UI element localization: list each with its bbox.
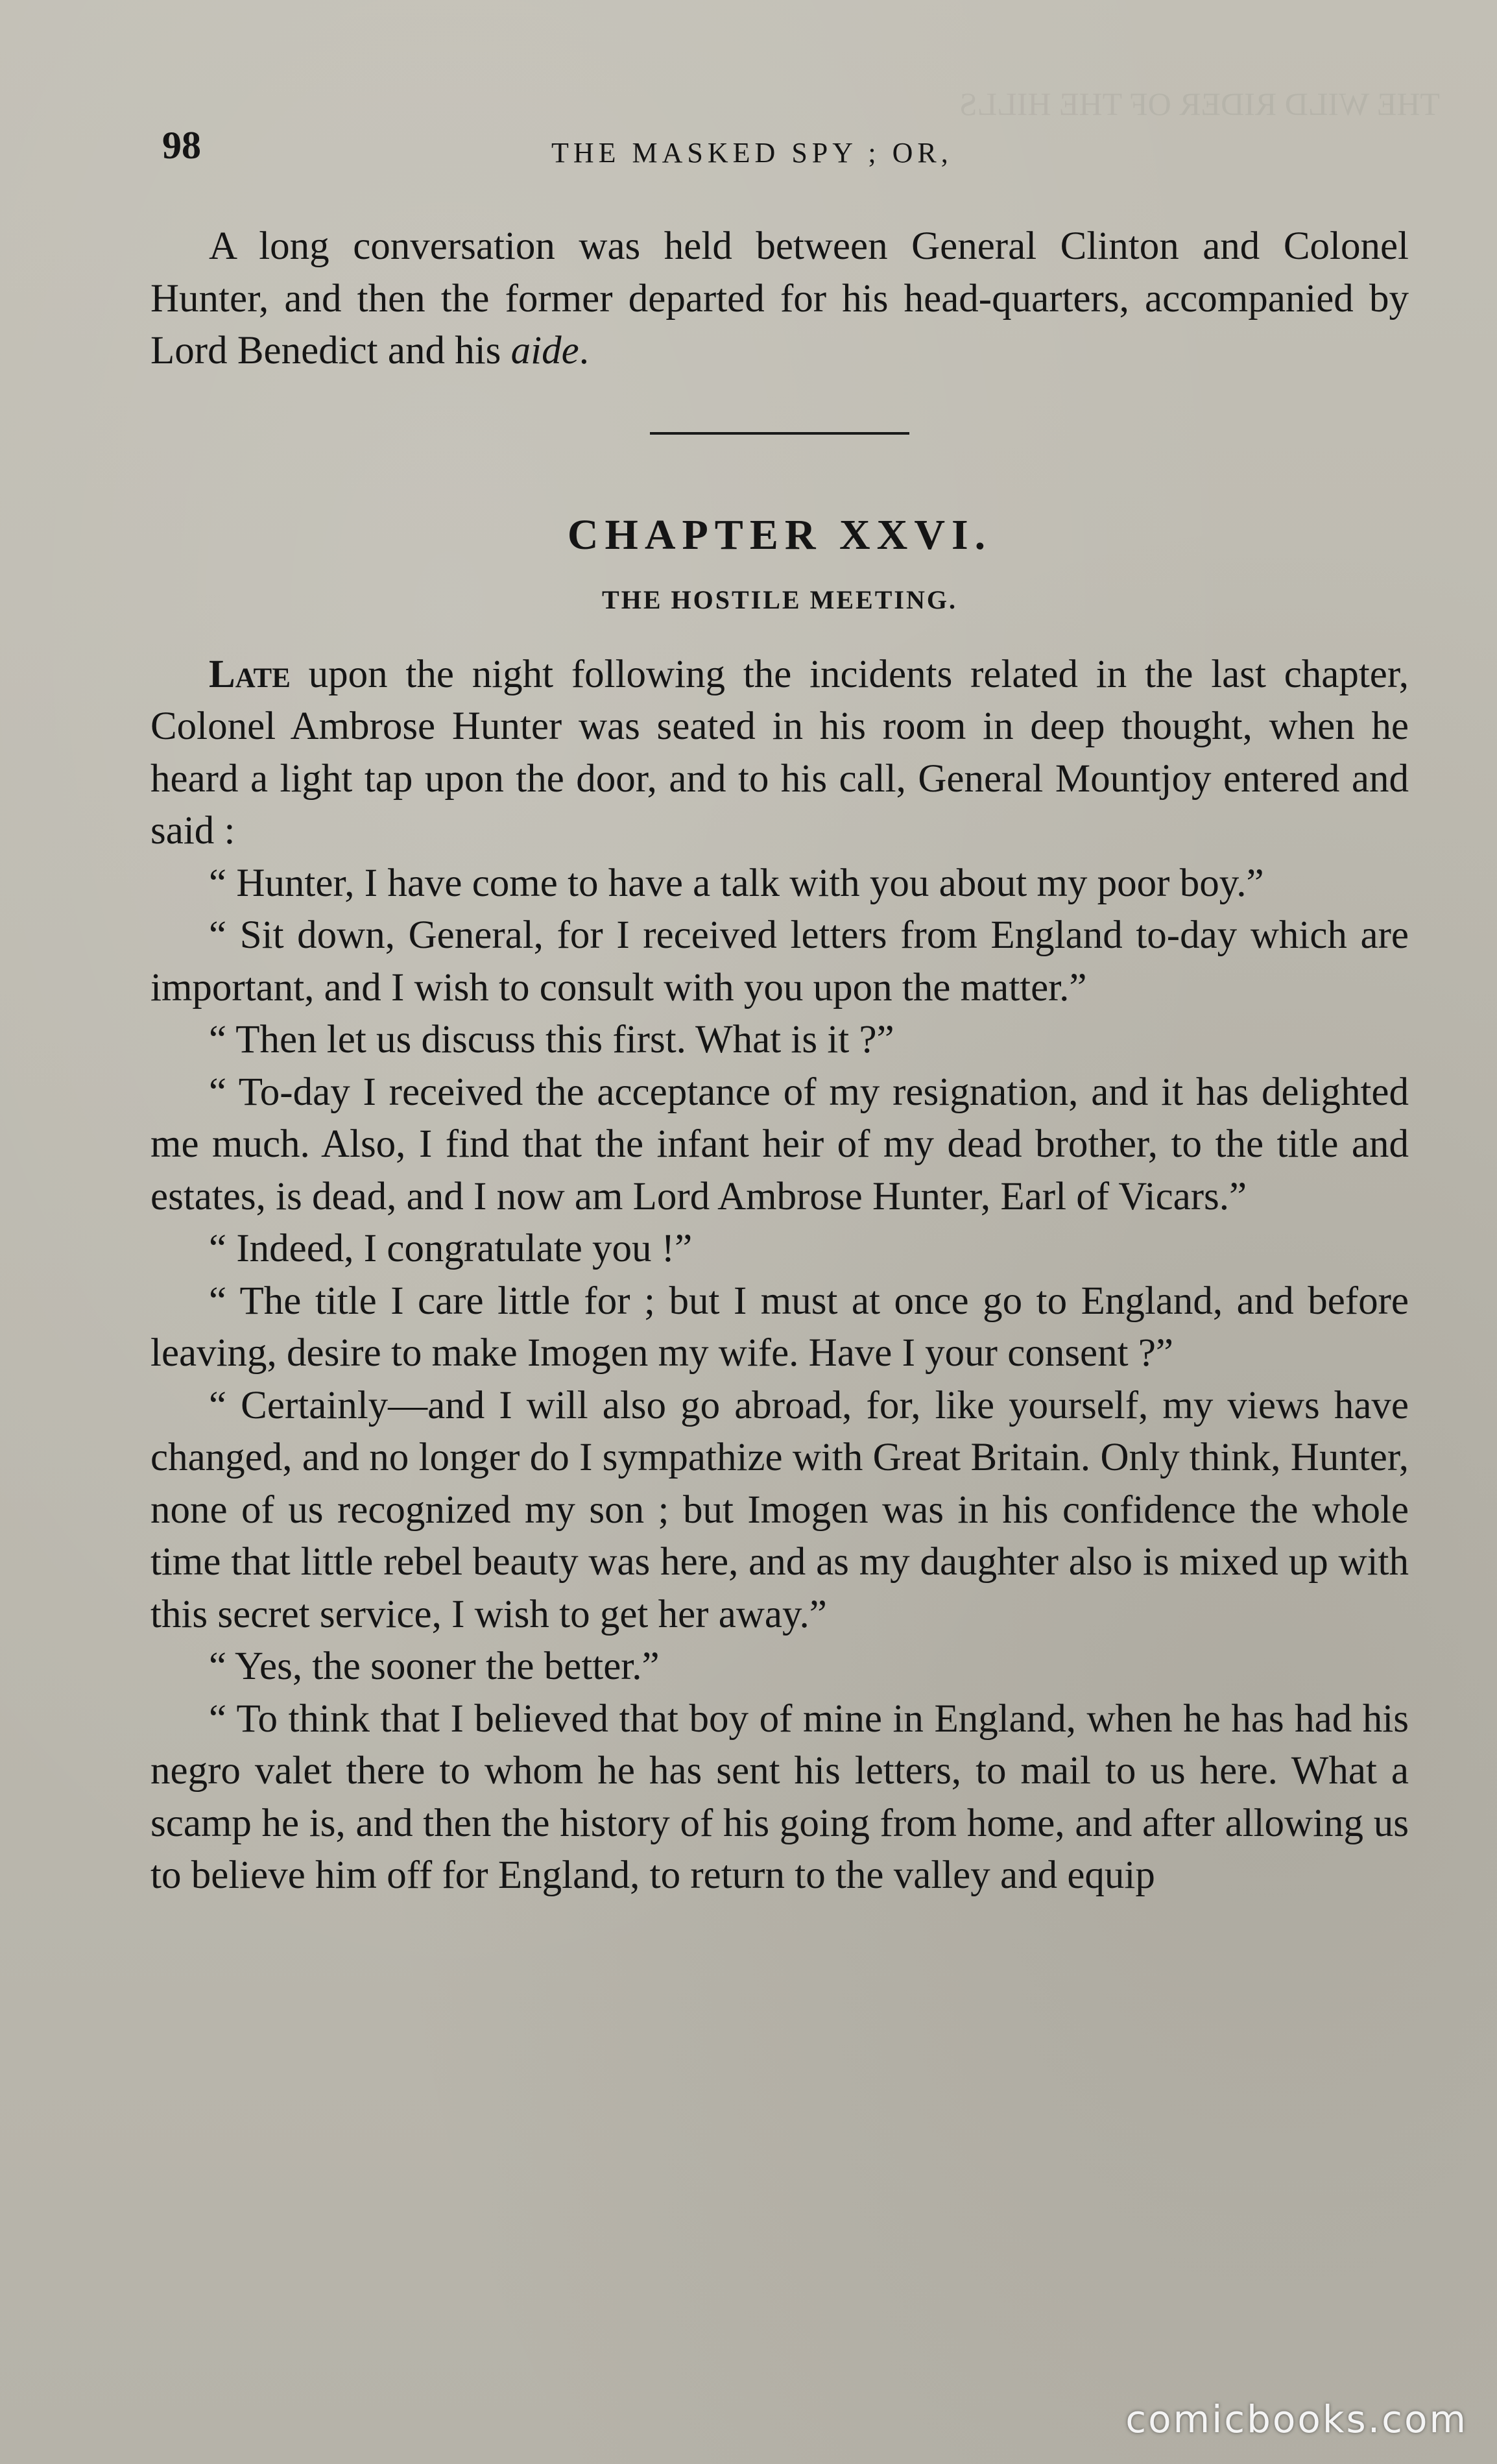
paragraph-text: A long conversation was held between General Clinton and Colonel Hunter, and then the former departed for his head-quarters, accompanied by Lord Benedict and his xyxy=(150,224,1409,372)
opening-text: upon the night following the incidents related in the last chapter, Colonel Ambrose Hunter was seated in his room in deep thought, when he heard a light tap upon the door, and to his call, General Mountjoy entered and said : xyxy=(150,652,1409,852)
page-header xyxy=(162,123,1407,182)
paragraph: “ Certainly—and I will also go abroad, for, like yourself, my views have changed, and no longer do I sympathize with Great Britain. Only think, Hunter, none of us recognized my son ; but Imogen was in his confidence the whole time that little rebel beauty was here, and as my daughter also is mixed up with this secret service, I wish to get her away.” xyxy=(150,1383,1409,1636)
paragraph: “ To think that I believed that boy of mine in England, when he has had his negro valet there to whom he has sent his letters, to mail to us here. What a scamp he is, and then the history of his going from home, and after allowing us to believe him off for England, to return to the valley and equip xyxy=(150,1697,1409,1897)
show-through-text: THE WILD RIDER OF THE HILLS xyxy=(959,86,1440,122)
paragraph xyxy=(150,221,1409,378)
page-number: 98 xyxy=(162,124,201,167)
body-text xyxy=(150,221,1409,1902)
chapter-opening-paragraph xyxy=(150,649,1409,858)
italic-word: aide xyxy=(510,329,579,372)
paragraph: “ Indeed, I congratulate you !” xyxy=(209,1227,693,1270)
watermark: comicbooks.com xyxy=(1125,2397,1468,2441)
paragraph: “ Sit down, General, for I received letters from England to-day which are important, and I wish to consult with you upon the matter.” xyxy=(150,913,1409,1009)
paragraph: “ To-day I received the acceptance of my resignation, and it has delighted me much. Also, I find that the infant heir of my dead brother, to the title and estates, is dead, and I now am Lord Ambrose Hunter, Earl of Vicars.” xyxy=(150,1070,1409,1218)
paragraph: “ Then let us discuss this first. What is it ?” xyxy=(209,1018,894,1061)
paragraph-end: . xyxy=(579,329,589,372)
running-head: THE MASKED SPY ; OR, xyxy=(551,137,953,169)
paragraph: “ The title I care little for ; but I must at once go to England, and before leaving, desire to make Imogen my wife. Have I your consent ?” xyxy=(150,1279,1409,1375)
chapter-subtitle: THE HOSTILE MEETING. xyxy=(602,585,957,614)
chapter-title: CHAPTER XXVI. xyxy=(567,511,992,559)
paragraph: “ Hunter, I have come to have a talk with you about my poor boy.” xyxy=(209,861,1264,905)
paragraph: “ Yes, the sooner the better.” xyxy=(209,1645,660,1688)
opening-word: Late xyxy=(209,652,291,696)
section-divider xyxy=(650,432,909,435)
